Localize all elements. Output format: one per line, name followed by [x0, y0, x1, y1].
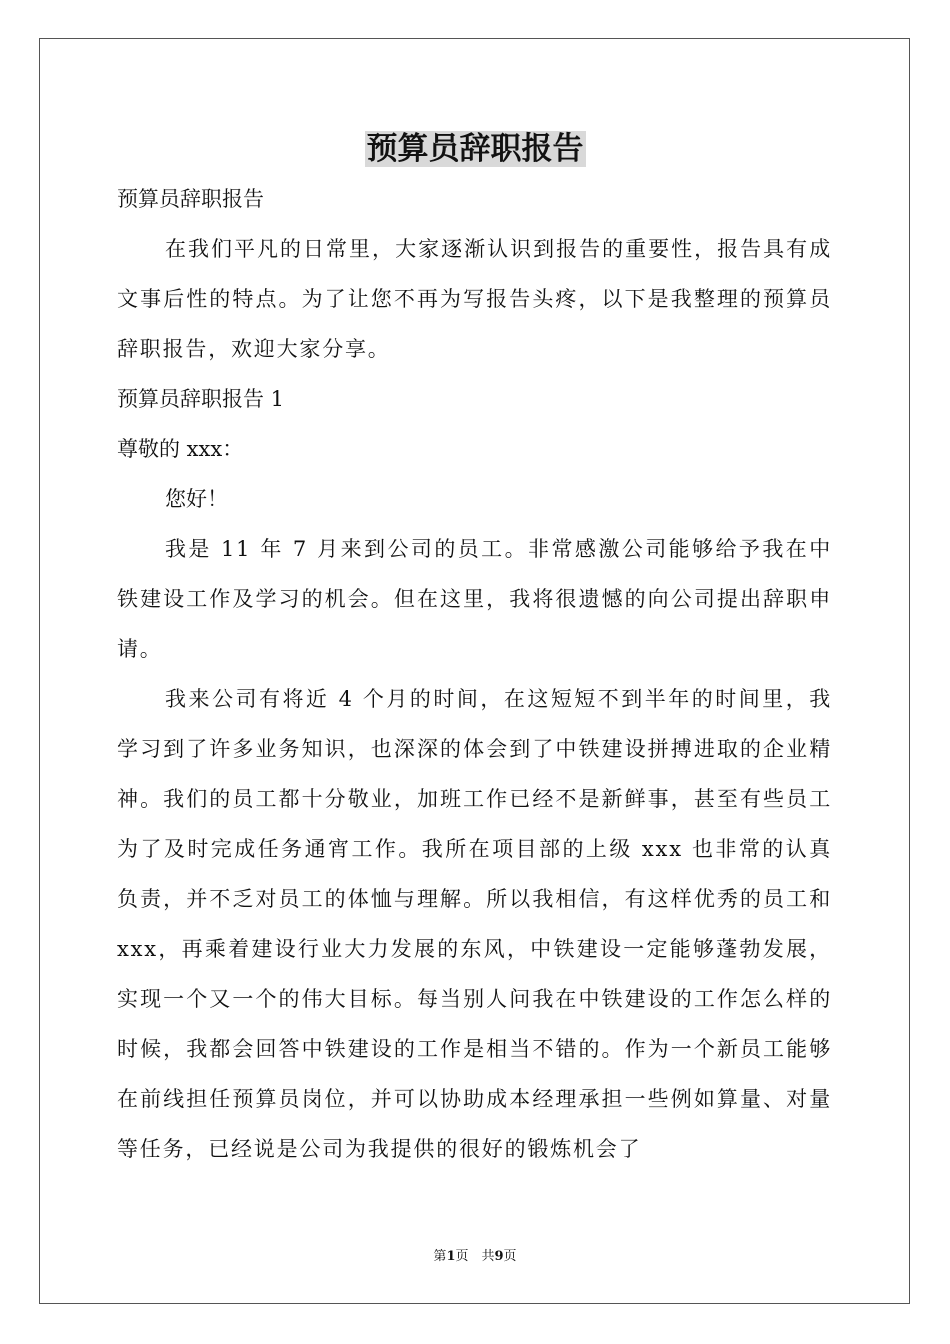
- page-suffix: 页: [503, 1249, 517, 1264]
- document-title: [0, 128, 950, 170]
- body-paragraph-2: 我来公司有将近 4 个月的时间，在这短短不到半年的时间里，我学习到了许多业务知识，也深深的体会到了中铁建设拼搏进取的企业精神。我们的员工都十分敬业，加班工作已经不是新鲜事，甚至有些员工为了及时完成任务通宵工作。我所在项目部的上级 xxx 也非常的认真负责，并不乏对员工的体恤与理解。所以我相信，有这样优秀的员工和 xxx，再乘着建设行业大力发展的东风，中铁建设一定能够蓬勃发展，实现一个又一个的伟大目标。每当别人问我在中铁建设的工作怎么样的时候，我都会回答中铁建设的工作是相当不错的。作为一个新员工能够在前线担任预算员岗位，并可以协助成本经理承担一些例如算量、对量等任务，已经说是公司为我提供的很好的锻炼机会了: [117, 687, 832, 1161]
- total-pages-number: 9: [494, 1249, 504, 1264]
- document-title-text: 预算员辞职报告: [366, 131, 584, 167]
- page-prefix: 第: [433, 1249, 447, 1264]
- current-page-number: 1: [446, 1249, 456, 1264]
- document-subtitle: 预算员辞职报告: [117, 187, 264, 211]
- salutation: 尊敬的 xxx：: [117, 437, 244, 461]
- body-paragraph-1: 我是 11 年 7 月来到公司的员工。非常感激公司能够给予我在中铁建设工作及学习的机会。但在这里，我将很遗憾的向公司提出辞职申请。: [117, 537, 832, 661]
- page-footer: [0, 1248, 950, 1266]
- section-heading: 预算员辞职报告 1: [117, 387, 285, 411]
- greeting: 您好！: [165, 487, 228, 511]
- intro-paragraph: 在我们平凡的日常里，大家逐渐认识到报告的重要性，报告具有成文事后性的特点。为了让您不再为写报告头疼，以下是我整理的预算员辞职报告，欢迎大家分享。: [117, 237, 832, 361]
- document-body: [117, 174, 832, 1174]
- page-mid: 页 共: [455, 1249, 495, 1264]
